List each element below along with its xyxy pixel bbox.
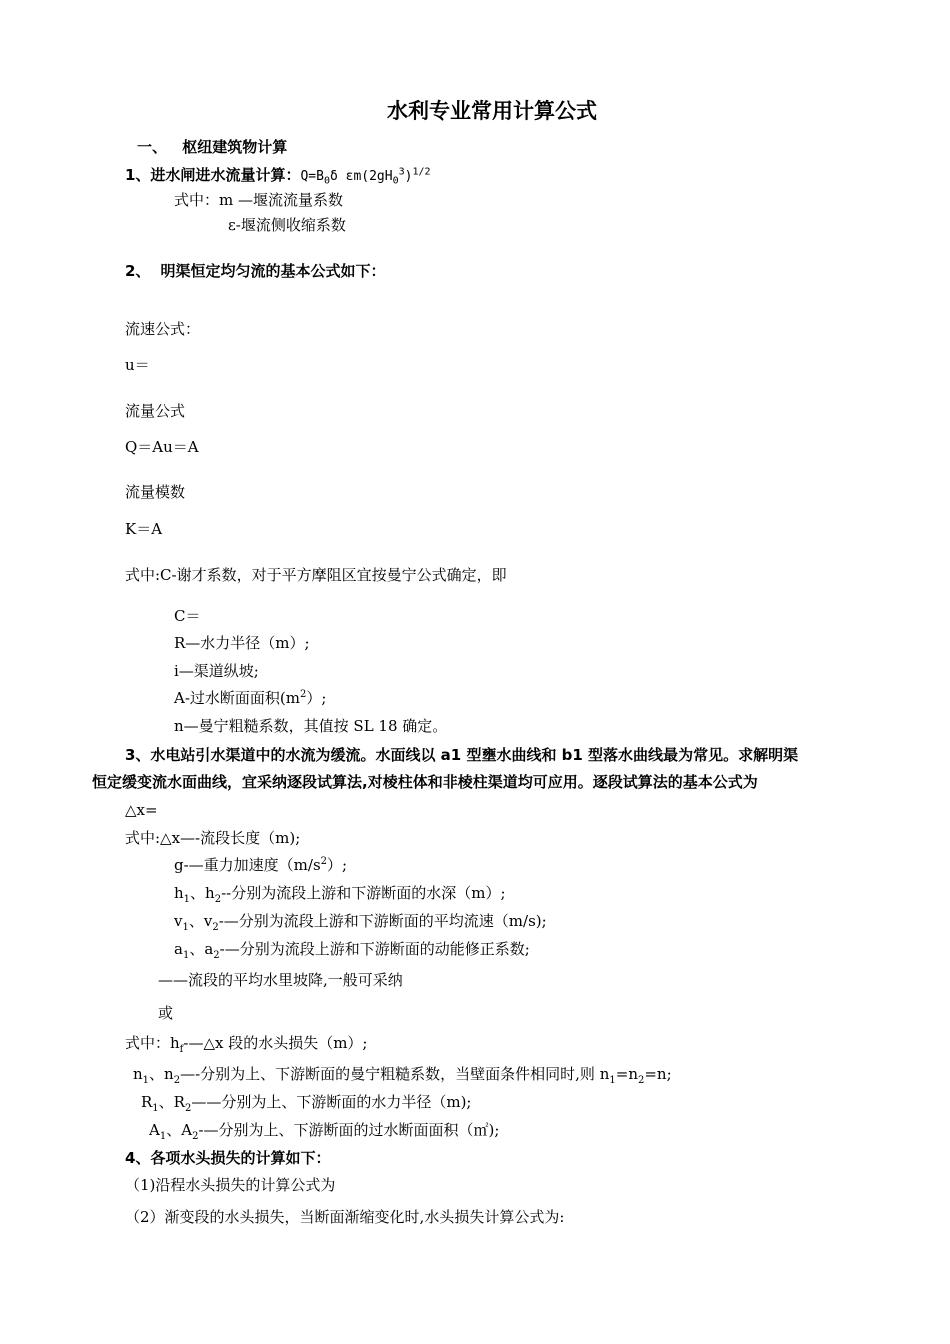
slope-def: ——流段的平均水里坡降,一般可采纳	[158, 971, 403, 989]
head-loss-def: 式中：$h_f-—\triangle x$ 段的水头损失（m）;	[125, 1034, 368, 1055]
energy-coef-def: $a_1$、$a_2-—$分别为流段上游和下游断面的动能修正系数;	[174, 940, 530, 961]
dx-where: 式中:△x—-流段长度（m);	[125, 829, 301, 847]
item3-para-line1: 3、水电站引水渠道中的水流为缓流。水面线以 a1 型壅水曲线和 b1 型落水曲线最为常见。求解明渠	[125, 746, 799, 764]
radius-pair-def: $R_1$、$R_2——$分别为上、下游断面的水力半径（m);	[141, 1093, 472, 1114]
page-title: 水利专业常用计算公式	[387, 99, 597, 123]
velocity-label: 流速公式：	[125, 320, 201, 338]
manning-pair-def: $n_1$、$n_2—-$分别为上、下游断面的曼宁粗糙系数，当壁面条件相同时,则 $n_1=n_2=n$;	[133, 1065, 672, 1086]
flow-area: A-过水断面面积$(m^2)$;	[174, 689, 327, 707]
manning-n: n—曼宁粗糙系数，其值按 SL 18 确定。	[174, 717, 448, 735]
modulus-formula: K＝A	[125, 520, 163, 538]
modulus-label: 流量模数	[125, 483, 186, 501]
section-title: 枢纽建筑物计算	[182, 138, 288, 156]
velocity-formula: u＝	[125, 356, 150, 374]
chezy-formula: C＝	[174, 607, 201, 625]
dx-formula: △x=	[125, 801, 158, 819]
section-heading	[137, 138, 287, 156]
flow-label: 流量公式	[125, 402, 186, 420]
item4-heading: 4、各项水头损失的计算如下：	[125, 1149, 331, 1167]
area-pair-def: $A_1$、$A_2-—$分别为上、下游断面的过水断面面积（㎡);	[149, 1121, 500, 1142]
item1-line	[125, 166, 431, 188]
item1-eps: ε-堰流侧收缩系数	[228, 216, 346, 234]
or-text: 或	[158, 1004, 174, 1022]
depth-def: $h_1$、$h_2--$分别为流段上游和下游断面的水深（m）;	[174, 884, 506, 905]
item1-label: 1、进水闸进水流量计算：	[125, 166, 301, 184]
gravity-def: g-—重力加速度$(m/s^2)$;	[174, 856, 348, 874]
item4-line2: （2）渐变段的水头损失，当断面渐缩变化时,水头损失计算公式为:	[125, 1208, 565, 1226]
flow-formula: Q＝Au＝A	[125, 438, 199, 456]
item1-where: 式中：m —堰流流量系数	[174, 191, 343, 209]
item1-formula: $Q=B_0\delta$ $\varepsilon m(2gH_0^3)^{1/2}$	[300, 166, 431, 187]
item3-para-line2: 恒定缓变流水面曲线，宜采纳逐段试算法,对棱柱体和非棱柱渠道均可应用。逐段试算法的基本公式为	[92, 773, 758, 791]
item2-where: 式中:C-谢才系数，对于平方摩阻区宜按曼宁公式确定，即	[125, 566, 507, 584]
item4-line1: （1)沿程水头损失的计算公式为	[125, 1176, 336, 1194]
velocity-def: $v_1$、$v_2-—$分别为流段上游和下游断面的平均流速（m/s);	[174, 912, 547, 933]
channel-slope: i—渠道纵坡;	[174, 662, 259, 680]
item2-heading: 2、 明渠恒定均匀流的基本公式如下：	[125, 262, 386, 280]
hydraulic-radius: R—水力半径（m）;	[174, 634, 310, 652]
section-number: 一、	[137, 138, 168, 156]
